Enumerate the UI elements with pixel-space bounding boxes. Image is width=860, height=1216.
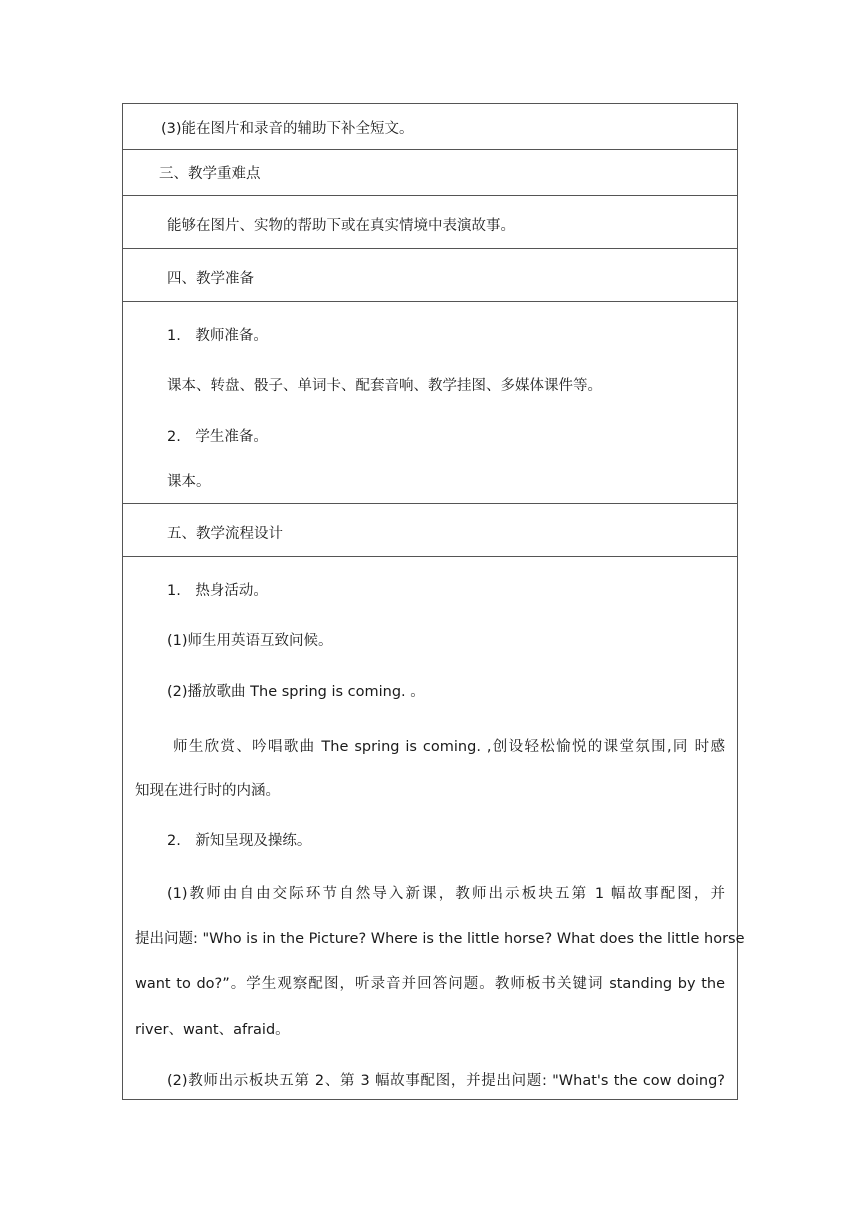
step2-item-2-line-1: (2)教师出示板块五第 2、第 3 幅故事配图，并提出问题: "What's the cow doing? xyxy=(167,1073,725,1089)
student-prep-items: 课本。 xyxy=(167,474,211,490)
row-heading-key-points xyxy=(123,150,737,196)
objective-item-3: (3)能在图片和录音的辅助下补全短文。 xyxy=(161,121,414,137)
teacher-prep-items: 课本、转盘、骰子、单词卡、配套音响、教学挂图、多媒体课件等。 xyxy=(167,378,602,394)
section-heading-procedure: 五、教学流程设计 xyxy=(167,526,283,542)
step2-label: 2. 新知呈现及操练。 xyxy=(167,833,312,849)
student-prep-label: 2. 学生准备。 xyxy=(167,429,268,445)
step1-item-1: (1)师生用英语互致问候。 xyxy=(167,633,333,649)
step2-item-1-line-1: (1)教师由自由交际环节自然导入新课，教师出示板块五第 1 幅故事配图，并 xyxy=(167,886,725,902)
key-points-text: 能够在图片、实物的帮助下或在真实情境中表演故事。 xyxy=(167,218,515,234)
step2-item-1-line-3: want to do?”。学生观察配图，听录音并回答问题。教师板书关键词 standing by the xyxy=(135,976,725,992)
row-procedure-content xyxy=(123,557,745,1099)
step1-description-line-1: 师生欣赏、吟唱歌曲 The spring is coming. ,创设轻松愉悦的课堂氛围,同 时感 xyxy=(173,739,725,755)
section-heading-key-points: 三、教学重难点 xyxy=(159,166,261,182)
row-key-points-content xyxy=(123,196,737,249)
step1-item-2: (2)播放歌曲 The spring is coming. 。 xyxy=(167,684,425,700)
step1-description-line-2: 知现在进行时的内涵。 xyxy=(135,783,280,799)
step2-item-1-line-4: river、want、afraid。 xyxy=(135,1022,290,1038)
section-heading-preparation: 四、教学准备 xyxy=(167,271,254,287)
row-preparation-content xyxy=(123,302,737,504)
row-heading-procedure xyxy=(123,504,737,557)
row-objective-3 xyxy=(123,104,737,150)
lesson-plan-table xyxy=(122,103,745,1100)
row-heading-preparation xyxy=(123,249,737,302)
teacher-prep-label: 1. 教师准备。 xyxy=(167,328,268,344)
step2-item-1-line-2: 提出问题: "Who is in the Picture? Where is the little horse? What does the little horse xyxy=(135,931,745,947)
step1-label: 1. 热身活动。 xyxy=(167,583,268,599)
